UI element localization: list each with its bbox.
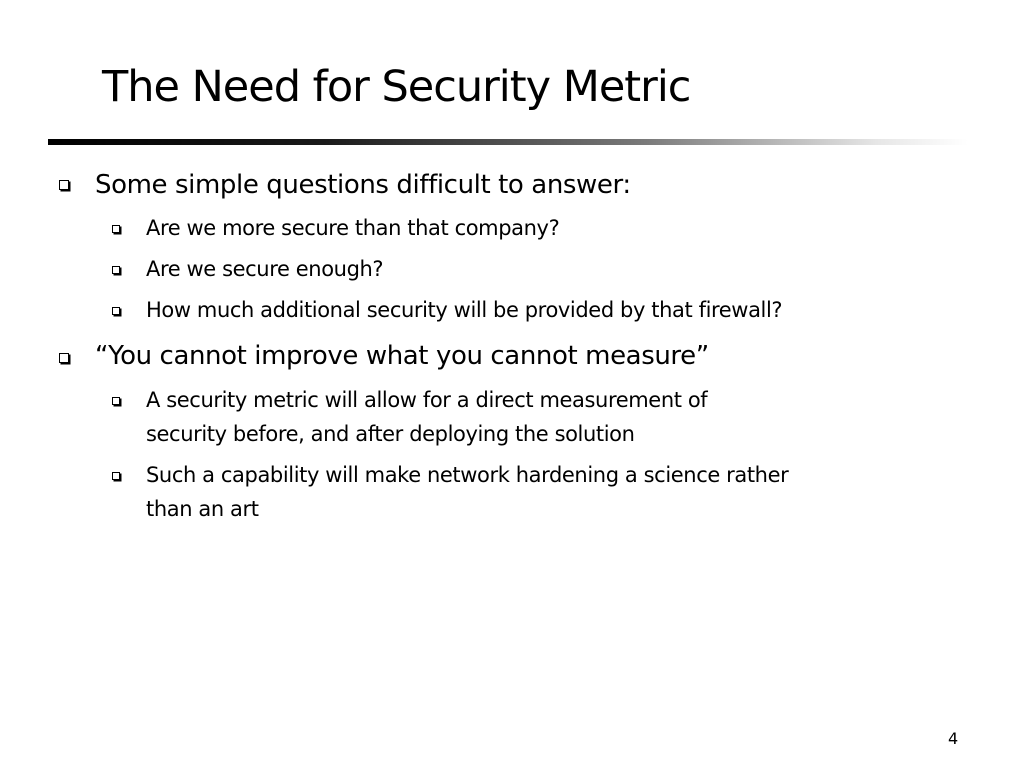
bullet-text: “You cannot improve what you cannot measure” (95, 341, 709, 371)
page-number: 4 (948, 729, 959, 748)
sub-bullet-text-continued: than an art (146, 497, 259, 521)
hollow-square-bullet-icon (59, 180, 69, 190)
bullet-text: Some simple questions difficult to answer: (95, 170, 631, 200)
hollow-square-bullet-icon (112, 397, 120, 405)
sub-bullet-text: A security metric will allow for a direct measurement of (146, 388, 708, 412)
hollow-square-bullet-icon (112, 266, 120, 274)
sub-bullet-text: Such a capability will make network hardening a science rather (146, 463, 789, 487)
hollow-square-bullet-icon (112, 472, 120, 480)
title-underline (48, 139, 968, 145)
sub-bullet-text: How much additional security will be provided by that firewall? (146, 298, 783, 322)
sub-bullet-text: Are we secure enough? (146, 257, 384, 281)
sub-bullet-text-continued: security before, and after deploying the solution (146, 422, 635, 446)
slide-title: The Need for Security Metric (102, 62, 691, 112)
hollow-square-bullet-icon (59, 353, 69, 363)
hollow-square-bullet-icon (112, 225, 120, 233)
hollow-square-bullet-icon (112, 307, 120, 315)
sub-bullet-text: Are we more secure than that company? (146, 216, 560, 240)
